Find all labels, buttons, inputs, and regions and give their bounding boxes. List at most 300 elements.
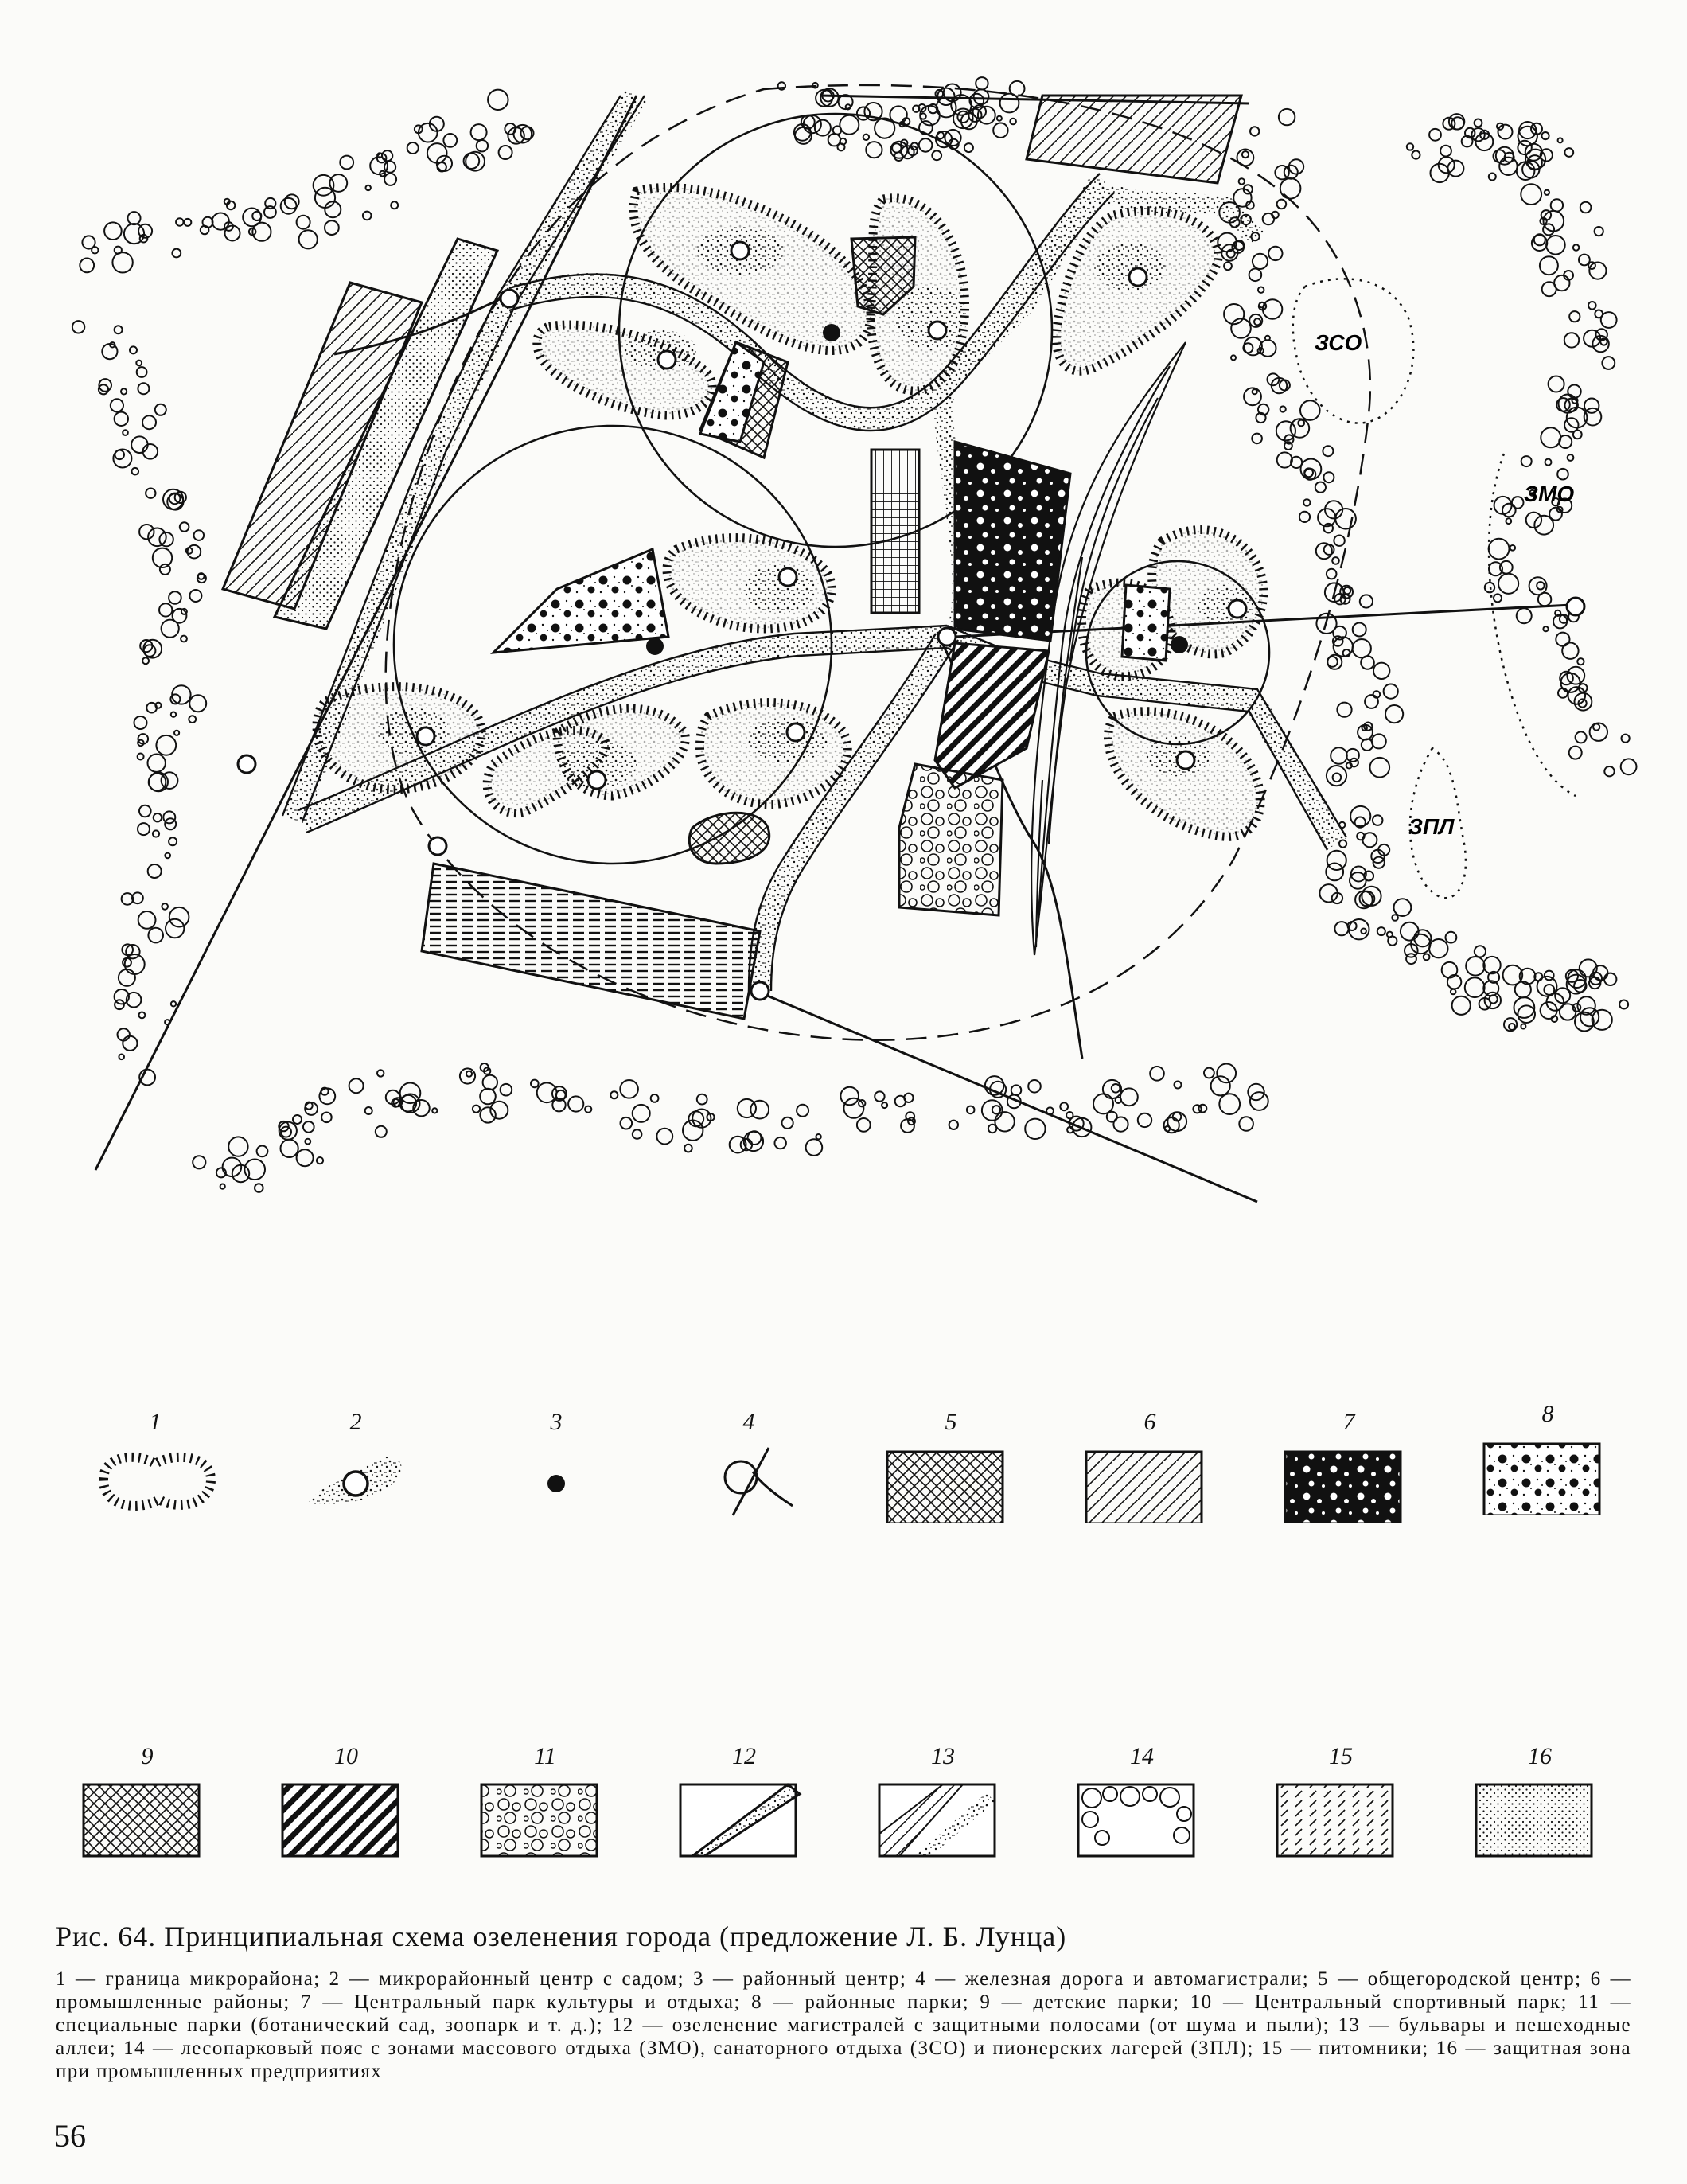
forest-tree-mark [621,1117,633,1129]
industrial-zone-symbol [1074,1436,1225,1523]
forest-tree-mark [1545,459,1552,466]
forest-tree-mark [325,220,339,235]
legend-num-9: 9 [141,1743,154,1769]
forest-tree-mark [1541,427,1560,447]
forest-tree-mark [1619,1000,1628,1009]
forest-tree-mark [180,522,189,532]
forest-tree-mark [797,1105,808,1117]
forest-tree-mark [1337,703,1351,717]
forest-tree-mark [1384,684,1398,699]
legend-item-9 [72,1743,223,1862]
legend-num-6: 6 [1143,1409,1156,1435]
forest-tree-mark [123,1036,137,1051]
forest-tree-mark [1353,623,1366,637]
forest-tree-mark [1483,957,1500,973]
road-greenery-symbol [668,1770,820,1858]
forest-tree-mark [1580,1008,1599,1026]
forest-tree-mark [340,156,353,170]
forest-tree-mark [1373,663,1389,679]
forest-tree-mark [782,1117,793,1129]
forest-tree-mark [688,1111,703,1126]
legend-num-11: 11 [534,1743,556,1769]
forest-tree-mark [1344,587,1350,594]
forest-tree-mark [949,1121,958,1129]
forest-tree-mark [1291,419,1310,438]
forest-tree-mark [978,107,995,124]
forest-tree-mark [1010,119,1016,125]
forest-tree-mark [1569,747,1582,759]
forest-tree-mark [407,142,419,154]
forest-tree-mark [1350,806,1370,826]
forest-tree-mark [995,1112,1014,1131]
forest-tree-mark [1554,275,1569,291]
forest-tree-mark [125,954,145,974]
forest-tree-mark [1499,158,1517,175]
forest-tree-mark [473,1106,480,1113]
forest-tree-mark [1394,899,1412,916]
forest-tree-mark [1573,244,1579,250]
forest-tree-mark [1604,766,1614,776]
forest-tree-mark [1253,254,1268,269]
forest-tree-mark [321,1113,332,1123]
forest-tree-mark [80,259,94,273]
forest-tree-mark [134,716,147,729]
forest-tree-mark [119,1055,124,1060]
forest-tree-mark [1564,333,1579,347]
forest-tree-mark [1219,1094,1240,1114]
forest-tree-mark [1564,148,1573,157]
forest-tree-mark [156,735,176,755]
forest-tree-mark [894,152,903,161]
sports-park-symbol [271,1770,422,1858]
forest-tree-mark [146,703,157,713]
forest-tree-mark [203,217,213,228]
forest-tree-mark [1277,452,1292,467]
legend-item-10 [271,1743,422,1862]
forest-tree-mark [1239,178,1245,184]
legend-item-5 [875,1409,1027,1527]
forest-tree-mark [443,134,457,147]
forest-tree-mark [1521,1024,1525,1029]
forest-tree-mark [1353,639,1371,657]
forest-tree-mark [136,361,142,366]
forest-tree-mark [122,893,134,905]
central-culture-park [955,442,1070,641]
forest-tree-mark [281,1140,298,1157]
forest-zone-labels [1315,330,1574,839]
caption-title: Рис. 64. Принципиальная схема озеленения города (предложение Л. Б. Лунца) [56,1921,1067,1952]
forest-tree-mark [121,388,127,394]
forest-tree-mark [1361,929,1366,934]
forest-tree-mark [1253,389,1257,394]
forest-tree-mark [162,903,168,910]
forest-tree-mark [1326,864,1343,881]
forest-tree-mark [1175,1082,1182,1089]
forest-tree-mark [531,1080,539,1088]
forest-tree-mark [1475,119,1482,127]
legend-num-10: 10 [334,1743,358,1769]
legend-num-2: 2 [349,1409,362,1435]
forest-tree-mark [488,90,508,110]
forest-tree-mark [1543,626,1548,631]
forest-tree-mark [131,436,148,453]
legend-num-3: 3 [550,1409,563,1435]
city-centre-symbol [875,1436,1027,1523]
forest-tree-mark [1388,937,1397,946]
forest-tree-mark [1358,725,1373,740]
forest-tree-mark [683,1121,703,1141]
forest-tree-mark [992,1106,1000,1113]
forest-tree-mark [1568,454,1574,461]
forest-tree-mark [816,1134,820,1139]
forest-tree-mark [297,216,310,229]
forest-tree-mark [137,367,147,377]
forest-tree-mark [1534,516,1553,535]
forest-tree-mark [1494,594,1502,602]
forest-tree-mark [142,657,149,664]
forest-tree-mark [1204,1068,1214,1078]
legend-item-14 [1066,1743,1218,1862]
forest-tree-mark [297,1149,314,1166]
zmo-label: ЗМО [1524,482,1575,506]
forest-tree-mark [866,142,882,158]
legend-item-8 [1472,1401,1623,1519]
protective-zone-symbol [1464,1770,1615,1858]
forest-tree-mark [391,201,398,209]
forest-tree-mark [1537,582,1544,589]
forest-tree-mark [1107,1112,1117,1122]
forest-tree-mark [128,212,141,224]
forest-tree-mark [1327,851,1346,870]
forest-tree-mark [159,603,172,616]
forest-tree-mark [220,1184,225,1189]
forest-tree-mark [305,1139,310,1145]
forest-tree-mark [1592,1010,1612,1030]
forest-tree-mark [1025,1119,1045,1139]
forest-tree-mark [139,1012,146,1019]
forest-tree-mark [172,249,181,258]
forest-tree-mark [1588,302,1596,310]
forest-tree-mark [112,252,132,272]
forest-tree-mark [863,135,869,140]
forest-tree-mark [377,1070,384,1076]
forest-tree-mark [1372,734,1386,748]
forest-tree-mark [176,218,183,225]
forest-tree-mark [146,489,155,498]
forest-tree-mark [1276,421,1295,440]
forest-tree-mark [1258,287,1264,293]
forest-tree-mark [1211,1076,1230,1095]
forest-tree-mark [1558,138,1563,142]
children-park-symbol [72,1770,223,1858]
forest-tree-mark [1545,971,1554,981]
forest-tree-mark [505,123,516,135]
legend-num-12: 12 [732,1743,756,1769]
forest-tree-mark [684,1145,692,1152]
forest-tree-mark [142,415,156,429]
forest-tree-mark [1574,980,1586,992]
forest-tree-mark [255,1184,263,1192]
forest-tree-mark [1466,957,1485,976]
forest-tree-mark [148,755,166,772]
forest-tree-mark [1224,262,1232,270]
forest-tree-mark [1407,143,1413,150]
forest-tree-mark [1439,157,1455,173]
forest-tree-mark [1250,1092,1268,1110]
forest-tree-mark [1060,1102,1068,1110]
forest-tree-mark [1323,524,1333,533]
forest-tree-mark [130,346,137,353]
legend-item-7 [1273,1409,1424,1527]
forest-tree-mark [1299,512,1310,522]
forest-tree-mark [480,1107,495,1122]
forest-tree-mark [189,590,201,602]
forest-tree-mark [257,1146,268,1157]
forest-belt-symbol [1066,1770,1218,1858]
forest-tree-mark [1519,122,1536,138]
forest-tree-mark [194,530,205,540]
legend-item-4 [673,1409,824,1527]
forest-tree-mark [165,818,176,829]
forest-tree-mark [1584,399,1599,413]
forest-tree-mark [1249,269,1262,282]
forest-tree-mark [1289,159,1303,174]
forest-tree-mark [72,321,84,333]
forest-tree-mark [633,1129,642,1139]
central-sports-park [935,643,1049,788]
forest-tree-mark [1298,420,1304,427]
forest-tree-mark [1544,985,1554,995]
forest-tree-mark [1327,569,1337,579]
forest-tree-mark [585,1106,591,1113]
forest-tree-mark [1622,735,1630,743]
forest-tree-mark [499,146,512,159]
forest-tree-mark [1515,981,1531,997]
figure-caption [56,1920,1631,2083]
forest-tree-mark [115,412,128,426]
forest-tree-mark [1066,1112,1073,1118]
forest-tree-mark [656,1129,672,1145]
railway-highway-symbol [673,1436,824,1523]
forest-tree-mark [846,104,851,109]
industrial-zone-north [1027,96,1241,183]
forest-tree-mark [148,928,163,943]
forest-tree-mark [1521,456,1532,466]
forest-tree-mark [857,1118,871,1132]
forest-tree-mark [750,1101,769,1119]
forest-tree-mark [1028,1080,1041,1093]
forest-tree-mark [1277,200,1287,209]
forest-tree-mark [303,1121,314,1133]
forest-tree-mark [480,1089,496,1105]
forest-tree-mark [1280,406,1286,411]
forest-tree-mark [228,1137,247,1156]
forest-tree-mark [123,430,128,435]
forest-tree-mark [1300,400,1320,420]
forest-tree-mark [365,1107,372,1114]
legend-num-14: 14 [1130,1743,1154,1769]
forest-tree-mark [1334,536,1344,546]
forest-tree-mark [477,140,488,151]
forest-tree-mark [138,823,150,835]
forest-tree-mark [1323,446,1333,456]
forest-tree-mark [366,185,371,190]
forest-tree-mark [1577,658,1584,665]
boulevard-symbol [867,1770,1019,1858]
forest-tree-mark [1401,922,1419,941]
forest-tree-mark [1279,109,1295,125]
forest-tree-mark [1332,557,1339,564]
forest-tree-mark [937,88,954,105]
forest-tree-mark [610,1091,618,1098]
zpl-label: ЗПЛ [1408,814,1455,839]
forest-tree-mark [139,805,151,817]
forest-tree-mark [382,150,392,161]
forest-tree-mark [189,695,206,712]
forest-tree-mark [466,1071,472,1077]
legend-item-13 [867,1743,1019,1862]
forest-tree-mark [285,194,299,209]
forest-tree-mark [1242,151,1249,158]
forest-tree-mark [1280,380,1290,391]
special-parks [899,764,1003,915]
forest-tree-mark [1498,125,1513,139]
forest-tree-mark [139,525,154,539]
legend-num-8: 8 [1541,1401,1554,1427]
forest-tree-mark [1510,545,1516,551]
forest-tree-mark [1250,127,1259,135]
forest-tree-mark [806,1139,823,1156]
forest-tree-mark [988,1125,996,1133]
forest-tree-mark [122,944,133,955]
forest-tree-mark [976,77,988,89]
forest-tree-mark [1268,373,1280,385]
forest-tree-mark [857,107,870,120]
forest-tree-mark [169,907,189,927]
forest-tree-mark [171,1001,176,1006]
forest-tree-mark [1193,1105,1201,1113]
forest-tree-mark [1315,482,1326,493]
forest-tree-mark [1545,190,1549,195]
forest-tree-mark [1412,151,1420,159]
forest-tree-mark [1424,954,1430,961]
forest-tree-mark [189,716,196,723]
microdistrict-centre-symbol [280,1436,431,1523]
forest-tree-mark [169,837,177,845]
forest-tree-mark [1260,302,1265,308]
forest-tree-mark [1506,518,1511,524]
microdistrict-boundary-symbol [80,1436,231,1523]
forest-tree-mark [1551,199,1563,211]
culture-park-symbol [1273,1436,1424,1523]
forest-tree-mark [1370,758,1390,778]
forest-tree-mark [138,754,144,760]
forest-tree-mark [1254,318,1260,325]
forest-tree-mark [1452,996,1471,1015]
forest-tree-mark [815,120,831,136]
forest-tree-mark [993,123,1007,138]
forest-tree-mark [162,772,178,789]
forest-tree-mark [1217,1064,1236,1083]
forest-tree-mark [299,230,318,248]
forest-tree-mark [317,1157,323,1164]
forest-tree-mark [115,450,124,460]
forest-tree-mark [1327,766,1346,786]
forest-tree-mark [967,1106,975,1114]
forest-tree-mark [1593,723,1599,730]
forest-tree-mark [568,1096,583,1111]
district-centre-symbol [481,1436,632,1523]
forest-tree-mark [932,150,941,160]
forest-tree-mark [265,198,275,209]
forest-tree-mark [432,1108,437,1113]
forest-tree-mark [882,1102,887,1108]
forest-tree-mark [1331,747,1347,764]
forest-tree-mark [1360,595,1373,607]
forest-tree-mark [293,1115,302,1124]
zso-label: ЗСО [1315,330,1362,355]
forest-tree-mark [166,919,184,938]
forest-tree-mark [1164,1117,1179,1133]
forest-tree-mark [1280,178,1301,199]
forest-tree-mark [1573,431,1582,439]
forest-tree-mark [1621,759,1637,774]
forest-tree-mark [82,236,95,248]
forest-tree-mark [620,1080,638,1098]
forest-tree-mark [1604,973,1616,985]
forest-tree-mark [651,1094,659,1102]
forest-tree-mark [1429,129,1441,141]
forest-tree-mark [1268,247,1282,260]
forest-tree-mark [1334,922,1348,935]
forest-tree-mark [1362,739,1373,751]
forest-tree-mark [148,864,162,878]
forest-tree-mark [1568,385,1580,398]
forest-tree-mark [1489,174,1496,181]
forest-tree-mark [184,219,191,226]
forest-tree-mark [155,404,166,415]
forest-tree-mark [1429,939,1447,957]
legend-num-5: 5 [945,1409,957,1435]
forest-tree-mark [919,138,933,152]
forest-tree-mark [1451,117,1463,129]
forest-tree-mark [1498,574,1518,594]
forest-tree-mark [252,212,261,220]
forest-tree-mark [1451,989,1456,995]
forest-tree-mark [138,383,149,394]
forest-tree-mark [153,830,159,837]
forest-tree-mark [1138,1113,1151,1127]
legend-item-6 [1074,1409,1225,1527]
forest-tree-mark [1576,731,1587,743]
district-park-symbol [1472,1428,1623,1515]
forest-tree-mark [1595,310,1603,318]
forest-tree-mark [377,153,382,158]
forest-tree-mark [997,116,1002,121]
forest-tree-mark [227,201,235,209]
forest-tree-mark [169,591,181,604]
legend-item-12 [668,1743,820,1862]
forest-tree-mark [1465,977,1485,997]
forest-tree-mark [1580,202,1592,213]
forest-tree-mark [1475,946,1486,957]
forest-tree-mark [1333,774,1342,782]
forest-tree-mark [212,213,229,230]
forest-tree-mark [173,609,187,623]
forest-tree-mark [1373,815,1383,825]
forest-tree-mark [376,1126,387,1137]
forest-tree-mark [1377,927,1385,935]
